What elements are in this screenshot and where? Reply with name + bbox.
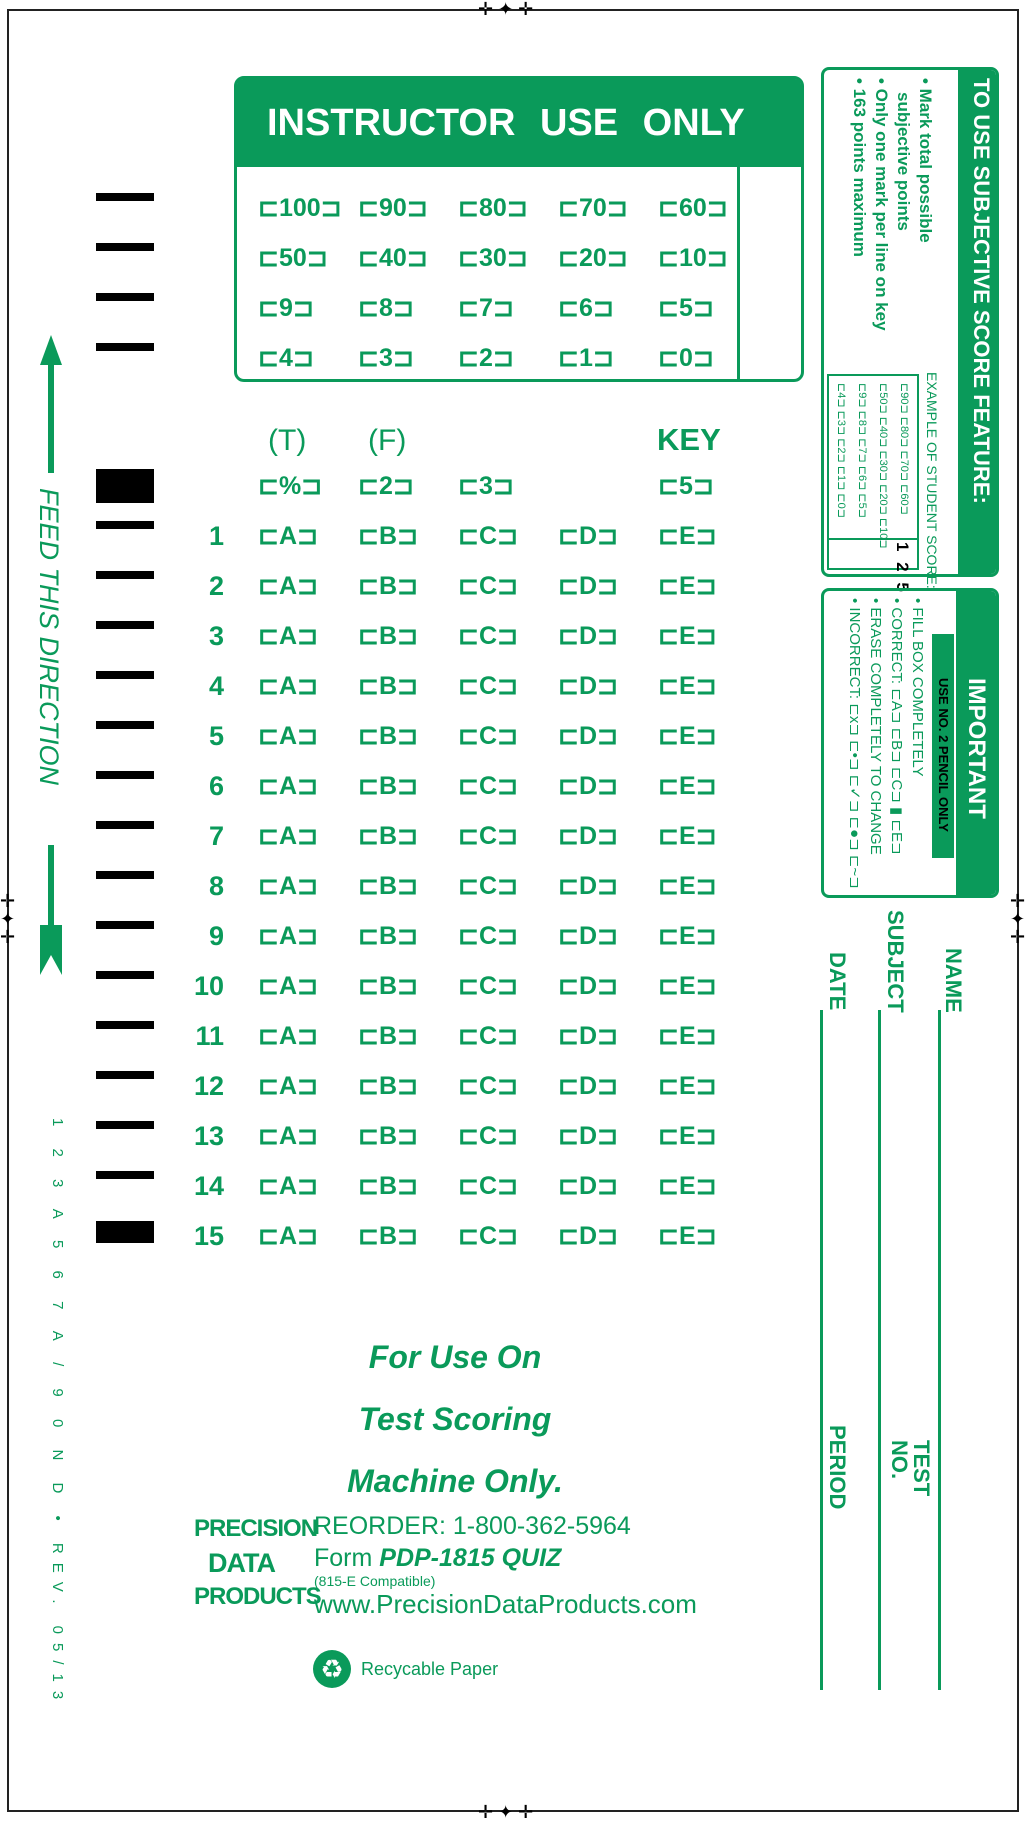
date-field[interactable] <box>820 1010 823 1690</box>
instructor-bubble[interactable]: ⊏7⊐ <box>458 294 514 322</box>
answer-bubble[interactable]: ⊏D⊐ <box>558 972 618 1000</box>
important-lines: • FILL BOX COMPLETELY • CORRECT: ⊏A⊐ ⊏B⊐ ⊏C⊐ ▮ ⊏E⊐ • ERASE COMPLETELY TO CHANGE • INCORRECT: ⊏x⊐ ⊏•⊐ ⊏✓⊐ ⊏●⊐ ⊏~⊐ <box>846 598 926 889</box>
instructor-bubble[interactable]: ⊏30⊐ <box>458 244 528 272</box>
question-number: 8 <box>208 871 224 901</box>
version-bubble[interactable]: ⊏2⊐ <box>358 472 414 500</box>
subjective-bullets: • Mark total possible subjective points • Only one mark per line on key • 163 points maximum <box>850 78 935 331</box>
answer-bubble[interactable]: ⊏D⊐ <box>558 1222 618 1250</box>
answer-bubble[interactable]: ⊏D⊐ <box>558 1172 618 1200</box>
question-number: 5 <box>208 721 224 751</box>
answer-bubble[interactable]: ⊏C⊐ <box>458 722 518 750</box>
false-label: (F) <box>368 424 407 457</box>
crop-mark-left: ✛ ✦ ✛ <box>0 891 16 947</box>
answer-bubble[interactable]: ⊏C⊐ <box>458 972 518 1000</box>
answer-bubble[interactable]: ⊏D⊐ <box>558 522 618 550</box>
answer-bubble[interactable]: ⊏A⊐ <box>258 922 318 950</box>
instructor-bubble[interactable]: ⊏5⊐ <box>658 294 714 322</box>
version-bubble[interactable]: ⊏5⊐ <box>658 472 714 500</box>
answer-bubble[interactable]: ⊏A⊐ <box>258 572 318 600</box>
question-number: 12 <box>193 1071 224 1101</box>
answer-bubble[interactable]: ⊏A⊐ <box>258 1022 318 1050</box>
answer-bubble[interactable]: ⊏D⊐ <box>558 572 618 600</box>
answer-bubble[interactable]: ⊏E⊐ <box>658 572 717 600</box>
name-field[interactable] <box>938 1010 941 1690</box>
machine-note-line: Test Scoring <box>358 1401 552 1437</box>
instructor-bubble[interactable]: ⊏100⊐ <box>258 194 342 222</box>
answer-bubble[interactable]: ⊏E⊐ <box>658 522 717 550</box>
answer-bubble[interactable]: ⊏A⊐ <box>258 1172 318 1200</box>
name-label: NAME <box>941 948 966 1013</box>
answer-bubble[interactable]: ⊏D⊐ <box>558 622 618 650</box>
form-name: PDP-1815 QUIZ <box>379 1544 562 1572</box>
answer-bubble[interactable]: ⊏A⊐ <box>258 1072 318 1100</box>
instructor-title: INSTRUCTOR USE ONLY <box>237 79 801 167</box>
answer-bubble[interactable]: ⊏A⊐ <box>258 772 318 800</box>
precision-data-logo: PRECISION DATA PRODUCTS <box>194 1515 321 1610</box>
website-url[interactable]: www.PrecisionDataProducts.com <box>314 1589 697 1619</box>
answer-bubble[interactable]: ⊏E⊐ <box>658 822 717 850</box>
pencil-label: USE NO. 2 PENCIL ONLY <box>936 678 951 832</box>
crop-mark-right: ✛ ✦ ✛ <box>1010 891 1026 947</box>
answer-bubble[interactable]: ⊏B⊐ <box>358 522 418 550</box>
compatibility-note: (815-E Compatible) <box>314 1573 436 1589</box>
question-number: 13 <box>193 1121 224 1151</box>
machine-note <box>300 1326 610 1512</box>
answer-bubble[interactable]: ⊏B⊐ <box>358 1022 418 1050</box>
answer-bubble[interactable]: ⊏E⊐ <box>658 972 717 1000</box>
instructor-bubble[interactable]: ⊏90⊐ <box>358 194 428 222</box>
question-number: 10 <box>193 971 224 1001</box>
question-number: 11 <box>195 1021 224 1051</box>
question-number: 3 <box>208 621 224 651</box>
answer-bubble[interactable]: ⊏A⊐ <box>258 872 318 900</box>
answer-bubble[interactable]: ⊏A⊐ <box>258 972 318 1000</box>
form-name-line: Form PDP-1815 QUIZ <box>314 1544 562 1572</box>
answer-bubble[interactable]: ⊏B⊐ <box>358 972 418 1000</box>
instructor-bubble[interactable]: ⊏10⊐ <box>658 244 728 272</box>
answer-bubble[interactable]: ⊏E⊐ <box>658 1072 717 1100</box>
true-label: (T) <box>268 424 307 457</box>
answer-bubble[interactable]: ⊏C⊐ <box>458 822 518 850</box>
subject-label: SUBJECT <box>883 910 908 1013</box>
instructor-bubble[interactable]: ⊏20⊐ <box>558 244 628 272</box>
answer-bubble[interactable]: ⊏C⊐ <box>458 1072 518 1100</box>
answer-bubble[interactable]: ⊏D⊐ <box>558 1122 618 1150</box>
answer-bubble[interactable]: ⊏C⊐ <box>458 622 518 650</box>
side-code: 1 2 3 A 5 6 7 A / 9 0 N D • REV. 05/13 <box>49 1118 66 1709</box>
instructor-bubble[interactable]: ⊏70⊐ <box>558 194 628 222</box>
subject-field[interactable] <box>878 1010 881 1690</box>
answer-bubble[interactable]: ⊏C⊐ <box>458 922 518 950</box>
answer-bubble[interactable]: ⊏D⊐ <box>558 772 618 800</box>
answer-bubble[interactable]: ⊏B⊐ <box>358 622 418 650</box>
instructor-bubble[interactable]: ⊏3⊐ <box>358 344 414 372</box>
answer-bubble[interactable]: ⊏D⊐ <box>558 872 618 900</box>
reorder-phone: REORDER: 1-800-362-5964 <box>314 1512 631 1540</box>
instructor-bubble[interactable]: ⊏6⊐ <box>558 294 614 322</box>
instructor-bubble[interactable]: ⊏40⊐ <box>358 244 428 272</box>
answer-bubble[interactable]: ⊏B⊐ <box>358 922 418 950</box>
question-number: 9 <box>208 921 224 951</box>
crop-mark-bottom: ✛ ✦ ✛ <box>478 1802 534 1822</box>
question-number: 4 <box>208 671 224 701</box>
crop-mark-top: ✛ ✦ ✛ <box>478 0 534 19</box>
answer-bubble[interactable]: ⊏B⊐ <box>358 872 418 900</box>
answer-bubble[interactable]: ⊏C⊐ <box>458 1222 518 1250</box>
test-no-label: TEST NO. <box>887 1440 934 1497</box>
question-number: 1 <box>208 521 224 551</box>
instructor-bubble[interactable]: ⊏80⊐ <box>458 194 528 222</box>
answer-bubble[interactable]: ⊏E⊐ <box>658 872 717 900</box>
answer-bubble[interactable]: ⊏E⊐ <box>658 1222 717 1250</box>
question-number: 15 <box>193 1221 224 1251</box>
answer-bubble[interactable]: ⊏B⊐ <box>358 1222 418 1250</box>
machine-note-line: Machine Only. <box>347 1463 563 1499</box>
answer-bubble[interactable]: ⊏A⊐ <box>258 672 318 700</box>
instructor-bubble[interactable]: ⊏8⊐ <box>358 294 414 322</box>
important-title: IMPORTANT <box>963 678 990 819</box>
answer-bubble[interactable]: ⊏B⊐ <box>358 1122 418 1150</box>
answer-bubble[interactable]: ⊏E⊐ <box>658 922 717 950</box>
question-number: 6 <box>208 771 224 801</box>
instructor-bubble[interactable]: ⊏9⊐ <box>258 294 314 322</box>
instructor-bubble[interactable]: ⊏0⊐ <box>658 344 714 372</box>
example-bubbles: ⊏90⊐ ⊏80⊐ ⊏70⊐ ⊏60⊐ ⊏50⊐ ⊏40⊐ ⊏30⊐ ⊏20⊐ ⊏10⊐ ⊏9⊐ ⊏8⊐ ⊏7⊐ ⊏6⊐ ⊏5⊐ ⊏4⊐ ⊏3⊐ ⊏2⊐ ⊏1⊐ ⊏0⊐ <box>835 383 910 549</box>
example-label: EXAMPLE OF STUDENT SCORE: <box>924 372 940 589</box>
answer-bubble[interactable]: ⊏D⊐ <box>558 1022 618 1050</box>
feed-direction-label: FEED THIS DIRECTION <box>34 488 64 786</box>
answer-bubble[interactable]: ⊏A⊐ <box>258 822 318 850</box>
example-score: 1 2 5 <box>893 542 912 595</box>
answer-bubble[interactable]: ⊏A⊐ <box>258 1122 318 1150</box>
recycle-icon: ♻ <box>313 1650 351 1688</box>
subjective-title: TO USE SUBJECTIVE SCORE FEATURE: <box>969 78 994 504</box>
key-label: KEY <box>657 422 721 457</box>
instructor-bubble[interactable]: ⊏50⊐ <box>258 244 328 272</box>
version-bubble[interactable]: ⊏3⊐ <box>458 472 514 500</box>
period-label: PERIOD <box>825 1425 850 1510</box>
answer-bubble[interactable]: ⊏C⊐ <box>458 1022 518 1050</box>
answer-bubble[interactable]: ⊏E⊐ <box>658 722 717 750</box>
answer-bubble[interactable]: ⊏C⊐ <box>458 772 518 800</box>
answer-bubble[interactable]: ⊏E⊐ <box>658 672 717 700</box>
answer-bubble[interactable]: ⊏E⊐ <box>658 772 717 800</box>
recycle-label: Recycable Paper <box>361 1659 499 1679</box>
instructor-bubble[interactable]: ⊏2⊐ <box>458 344 514 372</box>
answer-bubble[interactable]: ⊏B⊐ <box>358 822 418 850</box>
answer-bubble[interactable]: ⊏A⊐ <box>258 722 318 750</box>
instructor-box <box>234 76 804 382</box>
answer-bubble[interactable]: ⊏D⊐ <box>558 672 618 700</box>
answer-bubble[interactable]: ⊏E⊐ <box>658 1172 717 1200</box>
answer-bubble[interactable]: ⊏D⊐ <box>558 722 618 750</box>
machine-note-line: For Use On <box>368 1339 542 1375</box>
question-number: 7 <box>208 821 224 851</box>
answer-bubble[interactable]: ⊏C⊐ <box>458 572 518 600</box>
answer-bubble[interactable]: ⊏E⊐ <box>658 622 717 650</box>
answer-bubble[interactable]: ⊏A⊐ <box>258 522 318 550</box>
answer-bubble[interactable]: ⊏C⊐ <box>458 672 518 700</box>
question-number: 14 <box>193 1171 224 1201</box>
answer-bubble[interactable]: ⊏D⊐ <box>558 822 618 850</box>
answer-bubble[interactable]: ⊏B⊐ <box>358 722 418 750</box>
answer-bubble[interactable]: ⊏A⊐ <box>258 1222 318 1250</box>
instructor-bubble[interactable]: ⊏1⊐ <box>558 344 614 372</box>
instructor-bubble[interactable]: ⊏4⊐ <box>258 344 314 372</box>
answer-bubble[interactable]: ⊏B⊐ <box>358 572 418 600</box>
answer-bubble[interactable]: ⊏E⊐ <box>658 1022 717 1050</box>
brand-info <box>314 1510 697 1620</box>
answer-bubble[interactable]: ⊏C⊐ <box>458 1172 518 1200</box>
answer-bubble[interactable]: ⊏C⊐ <box>458 522 518 550</box>
answer-bubble[interactable]: ⊏A⊐ <box>258 622 318 650</box>
answer-bubble[interactable]: ⊏C⊐ <box>458 872 518 900</box>
answer-bubble[interactable]: ⊏D⊐ <box>558 1072 618 1100</box>
answer-bubble[interactable]: ⊏E⊐ <box>658 1122 717 1150</box>
answer-bubble[interactable]: ⊏C⊐ <box>458 1122 518 1150</box>
answer-bubble[interactable]: ⊏B⊐ <box>358 1172 418 1200</box>
date-label: DATE <box>825 952 850 1011</box>
answer-bubble[interactable]: ⊏B⊐ <box>358 672 418 700</box>
answer-bubble[interactable]: ⊏D⊐ <box>558 922 618 950</box>
answer-bubble[interactable]: ⊏B⊐ <box>358 1072 418 1100</box>
answer-bubble[interactable]: ⊏B⊐ <box>358 772 418 800</box>
instructor-bubble[interactable]: ⊏60⊐ <box>658 194 728 222</box>
version-bubble[interactable]: ⊏%⊐ <box>258 472 323 500</box>
question-number: 2 <box>208 571 224 601</box>
